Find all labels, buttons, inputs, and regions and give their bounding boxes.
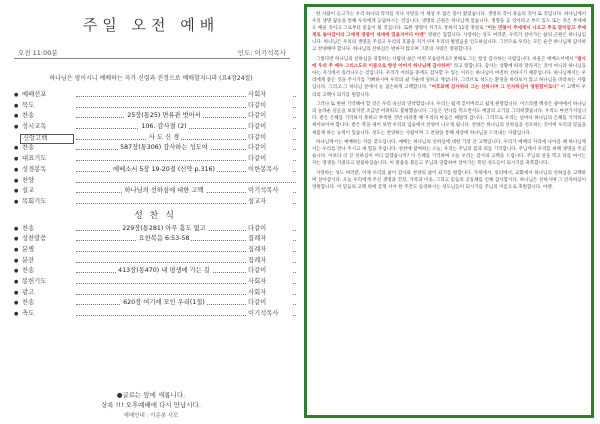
order-row [14, 122, 296, 133]
order-person: 사회자 [246, 90, 292, 101]
order-label: ● 목회기도 [22, 197, 70, 208]
order-row [14, 266, 296, 277]
order-row [14, 234, 296, 245]
order-content-text: 587장(통306) 감사하는 성도여 [120, 144, 208, 152]
sermon-text [312, 11, 586, 411]
footer-note: ●글로는 앞에 새롭니다. [116, 391, 186, 399]
order-person: 집례자 [246, 245, 292, 256]
order-label: ● 성시교독 [22, 122, 70, 133]
order-content-text: 25장(통25) 면류관 벗어서 [127, 112, 201, 120]
order-content [84, 298, 244, 309]
sermon-text-run: 이 고백이 우리의 고백이 되기를 원합니다. [312, 85, 586, 98]
sermon-text-run: 한 사람이 들고가는 우리 하나의 탁자를 지나 사랑을 이 세상 우 많은 풍이 왔었습니다. 생명의 것이 죽음의 것이 또 것입니다. 하나님께서 우리 생명 꿈등을 통해 우리에게 응답하시는 것입니다. 생명의 근원은 하나님께 있습니다. 생명을 곧 것이라고 부르 있도 또는 것은 무세에도 배울 것이고 그로부터 믿음이 될 것입니다. 또한 생명이 커가도 통하지 11장 정말로 [312, 12, 586, 32]
order-label: ● 축도 [22, 309, 70, 320]
order-row [14, 101, 296, 112]
theme-verse: 하나님은 영이시니 예배하는 자가 신령과 진정으로 예배할지니라 (요4장24절) [49, 75, 253, 82]
order-row [14, 277, 296, 288]
order-label: ● 설교 [22, 186, 70, 197]
order-label: ● 찬송 [22, 224, 70, 235]
order-content-text: 106. 감사절 (2) [141, 123, 187, 131]
order-content [84, 266, 244, 277]
footer-credit: 예배인내 : 이준봉 사모 [123, 413, 179, 419]
worship-order-page [6, 6, 296, 418]
sermon-text-run: 그러나 또 한편 기억해야 할 것은 우리 육신의 연약함입니다. 우리는 쉽게 잊어버리고 쉽게 원망합니다. 이스라엘 백성은 광야에서 하나님의 놀라운 일들을 보았지만 조금만 어려워도 불평했습니다. 그들은 만나를 먹으면서도 애굽의 고기를 그리워했습니다. 우리도 마찬가지입니다. 받은 은혜를 기억하지 못하고 부족한 것만 바라볼 때 우리의 마음은 메말라 갑니다. 그러므로 우리는 날마다 하나님의 은혜를 기억하고 세어보아야 합니다. 받은 복을 세어 보면 우리의 입술에서 찬양이 나오게 됩니다. 찬양은 하나님의 선하심을 선포하는 것이며 우리의 믿음을 새롭게 하는 능력이 있습니다. 성도는 찬양하는 사람이며 그 찬양을 통해 세상에 하나님을 드러내는 사람입니다. [312, 102, 586, 136]
order-content-text: 요한복음 6:53-58 [138, 235, 190, 243]
order-label: ● 분잔 [22, 256, 70, 267]
page-title: 주일 오전 예배 [82, 16, 220, 34]
service-time: 오전 11:00분 [18, 49, 58, 57]
order-person: 다같이 [246, 111, 292, 122]
order-content [84, 165, 244, 176]
order-label: ● 대표기도 [22, 154, 70, 165]
order-content-text: 620장 여기에 모인 우리(1절) [123, 299, 205, 307]
order-label: ● 찬송 [22, 111, 70, 122]
order-content [84, 133, 244, 144]
order-person: 설교자 [246, 197, 292, 208]
highlighted-quote: "범사에 우리 주 예수 그리스도의 이름으로 항상 아버지 하나님께 감사하며" [312, 57, 586, 70]
order-content-text: 하나님의 선하심에 대한 고백 [124, 187, 204, 195]
communion-section-title: 성 찬 식 [134, 210, 176, 221]
order-row [14, 256, 296, 267]
order-label: ● 성경봉독 [22, 165, 70, 176]
order-row [14, 288, 296, 299]
order-content [84, 224, 244, 235]
order-label: ● 예배선포 [22, 90, 70, 101]
order-content-text: 사 도 신 경 [148, 133, 180, 141]
order-content [84, 234, 244, 245]
footer-announcement: 상록 !!! 오후예배에 다시 만납시다. [101, 401, 201, 409]
order-label: ● 광고 [22, 288, 70, 299]
sermon-text-run: 라고 말합니다. 감사는 상황에 따라 달라지는 것이 아니라 하나님을 아는 지식에서 흘러나오는 것입니다. 우리가 어려움 중에도 감사할 수 있는 이유는 하나님이 여전히 선하시기 때문입니다. 하나님께서는 우리에게 좋은 것을 주시기를 기뻐하시며 우리의 삶 가운데 일하고 계십니다. 그러므로 성도는 환경을 바라보지 않고 하나님을 바라보는 사람입니다. 그리고 그 하나님 앞에서 늘 겸손하게 고백합니다. [312, 64, 586, 91]
order-person: 집례자 [246, 256, 292, 267]
order-content-text: 에베소서 5장 19-20절 (신약 p.316) [113, 165, 215, 173]
order-row [14, 154, 296, 165]
highlighted-quote: "이는 만물이 주에게서 나오고 주로 말미암고 주에게로 돌아감이라 그에게 영광이 세세에 있을지어다 아멘" [312, 26, 586, 39]
order-content [84, 111, 244, 122]
order-row [14, 298, 296, 309]
order-label: ● 찬양 [22, 176, 70, 187]
order-row [14, 245, 296, 256]
order-row [14, 176, 296, 187]
order-label: 신앙고백 [20, 134, 74, 144]
order-row [14, 143, 296, 154]
sermon-paragraph [312, 170, 586, 191]
sermon-text-run: 하나님께서는 예배하는 자를 찾으십니다. 예배는 하나님의 선하심에 대한 가장 큰 고백입니다. 우리가 예배의 자리에 나아올 때 하나님께서는 우리를 만나 주시고 새 힘을 주십니다. 성찬에 참여하는 오늘, 우리는 주님의 몸과 피를 기억합니다. 주님께서 우리를 위해 생명을 주셨습니다. 이보다 더 큰 선하심이 어디 있겠습니까? 이 은혜를 기억하며 오늘 우리는 감사의 고백을 드립니다. 주님의 살을 먹고 피를 마시는 자는 영생을 가졌다고 말씀하셨습니다. 이 말씀을 붙들고 주님과 연합하여 살아가는 복된 성도들이 되시기를 축복합니다. [312, 140, 586, 167]
order-person: 다같이 [246, 122, 292, 133]
order-person: 다같이 [246, 143, 292, 154]
order-row [14, 111, 296, 122]
order-row [14, 165, 296, 176]
order-person: 집례자 [246, 234, 292, 245]
order-content-text: 229장(통281) 아무 흠도 없고 [122, 224, 206, 232]
order-person: 이기석목사 [246, 309, 292, 320]
sermon-paragraph [312, 11, 586, 54]
order-row [14, 133, 296, 144]
sermon-paragraph [312, 139, 586, 167]
order-row [14, 186, 296, 197]
order-person: 다같이 [246, 224, 292, 235]
highlighted-quote: "여호와께 감사하라 그는 선하시며 그 인자하심이 영원함이로다" [429, 85, 560, 91]
order-person: 이한봉목사 [246, 165, 292, 176]
order-label: ● 봉헌기도 [22, 277, 70, 288]
order-content [84, 143, 244, 154]
order-person: 사회자 [246, 277, 292, 288]
order-content-text: 413장(통470) 내 평생에 가는 길 [118, 267, 210, 275]
order-row [14, 90, 296, 101]
title-divider [14, 58, 290, 59]
order-label: ● 분병 [22, 245, 70, 256]
service-leader: 인도: 이기석목사 [237, 49, 286, 57]
order-content [84, 122, 244, 133]
order-row [14, 224, 296, 235]
order-row [14, 309, 296, 320]
dotted-leader [76, 182, 296, 183]
order-row [14, 197, 296, 208]
sermon-text-run: 사랑하는 성도 여러분, 이제 우리의 삶이 감사와 찬양의 삶이 되기를 원합니다. 가정에서, 일터에서, 교회에서 하나님의 선하심을 고백하며 살아갑시다. 오늘 우리에게 주신 생명과 건강, 가족과 이웃, 그리고 믿음의 공동체를 인해 감사합시다. 하나님은 선하시며 그 인자하심이 영원합니다. 이 믿음의 고백 위에 굳게 서서 한 주간도 승리하시는 성도님들이 되시기를 주님의 이름으로 축원합니다. 아멘. [312, 170, 586, 191]
worship-order-list [14, 90, 296, 320]
order-label: ● 찬송 [22, 298, 70, 309]
order-label: ● 성찬말씀 [22, 234, 70, 245]
order-person: 다같이 [246, 101, 292, 112]
order-person: 다같이 [246, 266, 292, 277]
sermon-page [304, 4, 594, 418]
order-content [84, 186, 244, 197]
order-label: ● 묵도 [22, 101, 70, 112]
order-label: ● 찬송 [22, 143, 70, 154]
sermon-text-run: 그렇다면 하나님의 선하심을 경험하는 사람의 삶은 어떤 모습일까요? 첫째로 그는 항상 감사하는 사람입니다. 바울은 에베소서에서 [316, 57, 575, 63]
order-person: 사회자 [246, 288, 292, 299]
order-person: 다같이 [246, 154, 292, 165]
order-person: 다같이 [246, 133, 292, 144]
order-person: 다같이 [246, 298, 292, 309]
order-label: ● 찬송 [22, 266, 70, 277]
sermon-paragraph [312, 101, 586, 136]
sermon-paragraph [312, 56, 586, 99]
order-person: 이기석목사 [246, 186, 292, 197]
sermon-text-run: 영광은 집합니다. 사랑하는 성도 여러분, 우리가 살아가는 삶의 근원은 하나님입니다. 하나님은 우리의 생명을 주셨고 우리의 호흡을 지키시며 우리의 발걸음을 인도하십니다. 그러므로 우리는 모든 순간 하나님께 감사하고 찬양해야 합니다. 하나님의 선하심은 변하지 않으며 그분의 사랑은 영원합니다. [312, 33, 586, 53]
